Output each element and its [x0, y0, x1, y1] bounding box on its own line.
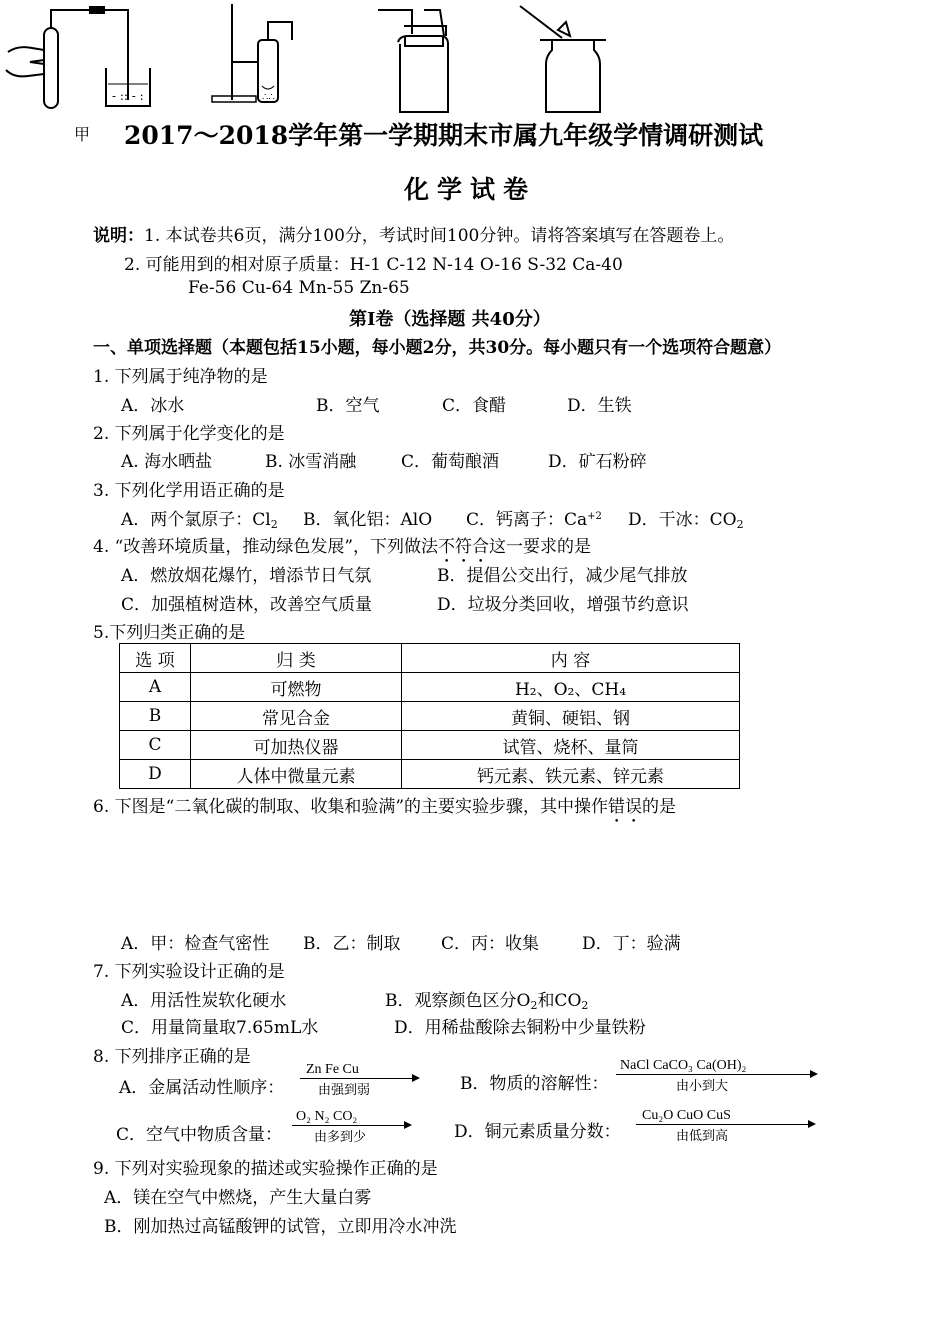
table-cell: B	[120, 702, 191, 731]
q5-stem: 5.下列归类正确的是	[93, 623, 246, 643]
q4-option-c: C．加强植树造林，改善空气质量	[121, 595, 373, 615]
q8-option-b-arrow	[616, 1058, 816, 1094]
q7-option-b: B．观察颜色区分$O_2$和$CO_2$	[385, 991, 589, 1012]
table-header-cell: 内 容	[402, 644, 740, 673]
q3-option-a: A．两个氯原子：$Cl_2$	[121, 510, 278, 531]
table-row	[120, 731, 740, 760]
q8-option-d-arrow	[636, 1108, 814, 1144]
table-cell: A	[120, 673, 191, 702]
q8-option-c-arrow	[292, 1109, 410, 1145]
q2-option-c: C．葡萄酿酒	[401, 452, 500, 472]
q8-d-sequence: Cu₂O CuO CuS	[642, 1108, 731, 1123]
notes-label: 说明：	[93, 226, 144, 246]
q8-option-a-label: A．金属活动性顺序：	[119, 1078, 285, 1098]
q2-stem: 2. 下列属于化学变化的是	[93, 424, 285, 444]
q7-stem: 7. 下列实验设计正确的是	[93, 962, 285, 982]
q5-table	[119, 643, 740, 789]
table-cell: H₂、O₂、CH₄	[402, 673, 740, 702]
q8-a-order: 由强到弱	[318, 1083, 371, 1098]
q3-option-d: D．干冰：$CO_2$	[628, 510, 744, 531]
q8-option-c-label: C．空气中物质含量：	[116, 1125, 283, 1145]
part1-heading: 第Ⅰ卷（选择题 共40分）	[349, 309, 551, 330]
q8-b-order: 由小到大	[676, 1079, 729, 1094]
q4-option-b: B．提倡公交出行，减少尾气排放	[437, 566, 688, 586]
figure-bing-collection	[378, 10, 448, 112]
q9-stem: 9. 下列对实验现象的描述或实验操作正确的是	[93, 1159, 438, 1179]
q6-option-a: A．甲：检查气密性	[121, 934, 270, 954]
table-cell: 常见合金	[191, 702, 402, 731]
q1-stem: 1. 下列属于纯净物的是	[93, 367, 268, 387]
q8-d-order: 由低到高	[676, 1129, 729, 1144]
q1-option-b: B．空气	[316, 396, 380, 416]
svg-text:∴∴: ∴∴	[262, 92, 275, 103]
table-cell: 人体中微量元素	[191, 760, 402, 789]
q8-option-a-arrow	[300, 1062, 418, 1098]
table-cell: 试管、烧杯、量筒	[402, 731, 740, 760]
q6-option-b: B．乙：制取	[303, 934, 401, 954]
section1-heading: 一、单项选择题（本题包括15小题，每小题2分，共30分。每小题只有一个选项符合题意）	[93, 338, 782, 358]
notes-line2: 2. 可能用到的相对原子质量：H-1 C-12 N-14 O-16 S-32 Ca-40	[124, 255, 623, 275]
q1-option-d: D．生铁	[567, 396, 632, 416]
q2-option-d: D．矿石粉碎	[548, 452, 647, 472]
exam-title: 2017～2018学年第一学期期末市属九年级学情调研测试	[124, 121, 764, 150]
figure-ding-full-check	[520, 6, 606, 112]
notes-text-1: 1. 本试卷共6页，满分100分，考试时间100分钟。请将答案填写在答题卷上。	[144, 226, 735, 246]
q2-option-a: A. 海水晒盐	[121, 452, 213, 472]
q4-option-a: A．燃放烟花爆竹，增添节日气氛	[121, 566, 372, 586]
q3-option-b: B．氧化铝：AlO	[303, 510, 433, 530]
q9-option-b: B．刚加热过高锰酸钾的试管，立即用冷水冲洗	[104, 1217, 457, 1237]
figure-jia-airtight-check	[6, 7, 150, 108]
q8-option-b-label: B．物质的溶解性：	[460, 1074, 609, 1094]
figure-label-jia: 甲	[74, 125, 91, 144]
table-header-row	[120, 644, 740, 673]
q7-option-a: A．用活性炭软化硬水	[121, 991, 287, 1011]
q8-c-order: 由多到少	[314, 1130, 367, 1145]
q8-c-sequence: O₂ N₂ CO₂	[296, 1109, 358, 1124]
table-cell: 黄铜、硬铝、钢	[402, 702, 740, 731]
q9-option-a: A．镁在空气中燃烧，产生大量白雾	[104, 1188, 372, 1208]
q6-stem: 6. 下图是“二氧化碳的制取、收集和验满”的主要实验步骤，其中操作错误的是	[93, 797, 677, 817]
q8-stem: 8. 下列排序正确的是	[93, 1047, 251, 1067]
q6-option-c: C．丙：收集	[441, 934, 540, 954]
svg-text:- :: - :: - :: - :	[112, 89, 144, 103]
figure-yi-preparation	[212, 4, 292, 103]
table-row	[120, 702, 740, 731]
q6-emphasis: 错误	[608, 797, 643, 817]
table-header-cell: 选 项	[120, 644, 191, 673]
notes-line3: Fe-56 Cu-64 Mn-55 Zn-65	[188, 278, 410, 298]
table-cell: C	[120, 731, 191, 760]
q4-emphasis: 不符合	[438, 537, 490, 557]
q8-a-sequence: Zn Fe Cu	[306, 1062, 359, 1077]
notes-line1	[93, 221, 734, 246]
q7-option-d: D．用稀盐酸除去铜粉中少量铁粉	[394, 1018, 646, 1038]
q1-option-a: A．冰水	[121, 396, 185, 416]
table-row	[120, 760, 740, 789]
q4-stem: 4. “改善环境质量，推动绿色发展”，下列做法不符合这一要求的是	[93, 537, 592, 557]
q3-option-c: C．钙离子：$Ca^{+2}$	[466, 510, 602, 530]
table-cell: 钙元素、铁元素、锌元素	[402, 760, 740, 789]
table-cell: 可燃物	[191, 673, 402, 702]
table-cell: 可加热仪器	[191, 731, 402, 760]
q6-option-d: D．丁：验满	[582, 934, 681, 954]
q3-stem: 3. 下列化学用语正确的是	[93, 481, 285, 501]
q8-b-sequence: NaCl CaCO₃ Ca(OH)₂	[620, 1058, 747, 1073]
table-header-cell: 归 类	[191, 644, 402, 673]
q8-option-d-label: D．铜元素质量分数：	[454, 1122, 621, 1142]
q1-option-c: C．食醋	[442, 396, 507, 416]
exam-subtitle: 化学试卷	[404, 175, 537, 204]
q7-option-c: C．用量筒量取7.65mL水	[121, 1018, 319, 1038]
table-cell: D	[120, 760, 191, 789]
table-row	[120, 673, 740, 702]
experiment-figure	[0, 0, 950, 120]
q2-option-b: B. 冰雪消融	[265, 452, 357, 472]
q4-option-d: D．垃圾分类回收，增强节约意识	[437, 595, 689, 615]
